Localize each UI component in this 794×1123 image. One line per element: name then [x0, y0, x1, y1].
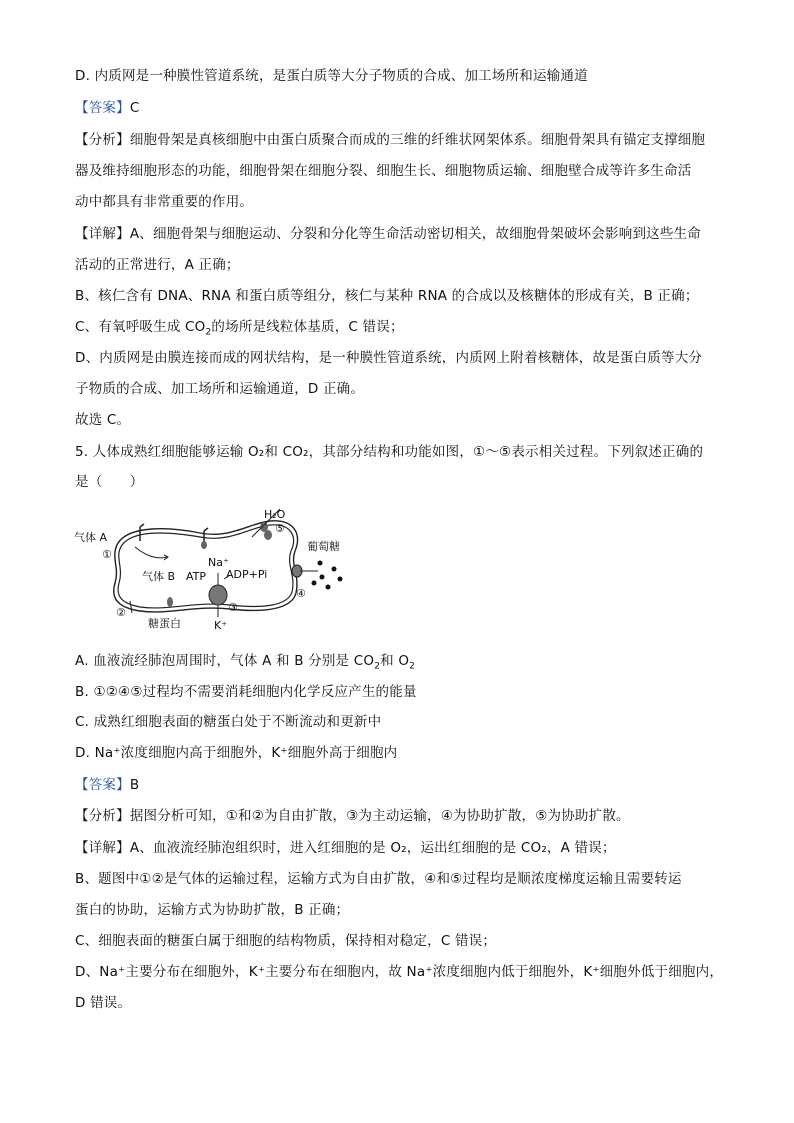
- analysis-line-2: 器及维持细胞形态的功能，细胞骨架在细胞分裂、细胞生长、细胞物质运输、细胞壁合成等许多生命活: [75, 163, 692, 179]
- red-blood-cell-diagram: [70, 505, 360, 635]
- detail-line-4-sub: 2: [205, 327, 212, 338]
- detail-line-3: B、核仁含有 DNA、RNA 和蛋白质等组分，核仁与某种 RNA 的合成以及核糖体的形成有关，B 正确；: [75, 288, 699, 304]
- question-5-line-1: 5. 人体成熟红细胞能够运输 O₂和 CO₂，其部分结构和功能如图，①～⑤表示相关过程。下列叙述正确的: [75, 444, 704, 460]
- answer-line-1: [75, 98, 725, 118]
- answer-value-2: B: [129, 777, 140, 793]
- option-a: [75, 651, 725, 671]
- label-atp: ATP: [186, 570, 207, 583]
- label-glycoprotein: 糖蛋白: [148, 617, 181, 630]
- option-a-sub1: 2: [374, 661, 381, 672]
- label-water: H₂O: [264, 508, 286, 521]
- sodium-potassium-pump: [209, 585, 227, 605]
- label-process-4: ④: [296, 587, 306, 600]
- option-d: D. Na⁺浓度细胞内高于细胞外，K⁺细胞外高于细胞内: [75, 745, 398, 761]
- option-a-mid: 和 O: [380, 653, 410, 669]
- analysis-tag-2: 【分析】: [75, 808, 130, 824]
- detail-tag: 【详解】: [75, 226, 130, 242]
- question-5-line-2: 是（ ）: [75, 474, 144, 490]
- option-a-pre: A. 血液流经肺泡周围时，气体 A 和 B 分别是 CO: [75, 653, 375, 669]
- detail-q5-line-4: C、细胞表面的糖蛋白属于细胞的结构物质，保持相对稳定，C 错误；: [75, 933, 497, 949]
- analysis-text-2: 据图分析可知，①和②为自由扩散，③为主动运输，④为协助扩散，⑤为协助扩散。: [129, 808, 630, 824]
- label-adp: ADP+Pi: [226, 568, 268, 581]
- answer-line-2: [75, 775, 725, 795]
- label-sodium: Na⁺: [208, 556, 229, 569]
- answer-tag-2: 【答案】: [75, 777, 130, 793]
- detail-q5-line-3: 蛋白的协助，运输方式为协助扩散，B 正确；: [75, 902, 350, 918]
- detail-line-1: [75, 224, 725, 244]
- label-glucose: 葡萄糖: [307, 540, 340, 553]
- glycoprotein-bottom: [167, 597, 173, 607]
- label-potassium: K⁺: [214, 619, 228, 632]
- analysis-text: 细胞骨架是真核细胞中由蛋白质聚合而成的三维的纤维状网架体系。细胞骨架具有锚定支撑细胞: [129, 132, 706, 148]
- conclusion-line: 故选 C。: [75, 412, 131, 428]
- protein-1: [201, 541, 207, 549]
- label-gas-a: 气体 A: [74, 531, 108, 544]
- detail-text: A、细胞骨架与细胞运动、分裂和分化等生命活动密切相关，故细胞骨架破坏会影响到这些生命: [129, 226, 701, 242]
- detail-q5-line-5: D、Na⁺主要分布在细胞外，K⁺主要分布在细胞内，故 Na⁺浓度细胞内低于细胞外，K⁺细胞外低于细胞内，: [75, 964, 724, 980]
- detail-q5-line-6: D 错误。: [75, 995, 132, 1011]
- label-gas-b: 气体 B: [142, 570, 176, 583]
- detail-line-4-pre: C、有氧呼吸生成 CO: [75, 319, 206, 335]
- option-c: C. 成熟红细胞表面的糖蛋白处于不断流动和更新中: [75, 714, 382, 730]
- label-process-1: ①: [102, 548, 112, 561]
- analysis-tag: 【分析】: [75, 132, 130, 148]
- detail-tag-2: 【详解】: [75, 840, 130, 856]
- option-b: B. ①②④⑤过程均不需要消耗细胞内化学反应产生的能量: [75, 684, 417, 700]
- analysis-line-q5: [75, 806, 725, 826]
- analysis-line-3: 动中都具有非常重要的作用。: [75, 194, 254, 210]
- answer-tag: 【答案】: [75, 100, 130, 116]
- detail-q5-line-1: [75, 838, 725, 858]
- detail-line-6: 子物质的合成、加工场所和运输通道，D 正确。: [75, 381, 365, 397]
- analysis-line-1: [75, 130, 725, 150]
- detail-line-4-post: 的场所是线粒体基质，C 错误；: [211, 319, 404, 335]
- label-process-3: ③: [228, 601, 238, 614]
- detail-q5-line-2: B、题图中①②是气体的运输过程，运输方式为自由扩散，④和⑤过程均是顺浓度梯度运输且需要转运: [75, 871, 682, 887]
- label-process-2: ②: [116, 606, 126, 619]
- answer-value: C: [129, 100, 140, 116]
- detail-line-2: 活动的正常进行，A 正确；: [75, 257, 240, 273]
- protein-3: [264, 530, 272, 540]
- option-a-sub2: 2: [409, 661, 416, 672]
- label-process-5: ⑤: [275, 522, 285, 535]
- detail-line-4: [75, 317, 725, 337]
- detail-line-5: D、内质网是由膜连接而成的网状结构，是一种膜性管道系统，内质网上附着核糖体，故是蛋白质等大分: [75, 350, 703, 366]
- detail-text-2: A、血液流经肺泡组织时，进入红细胞的是 O₂，运出红细胞的是 CO₂，A 错误；: [129, 840, 616, 856]
- option-d-text: D. 内质网是一种膜性管道系统，是蛋白质等大分子物质的合成、加工场所和运输通道: [75, 68, 588, 84]
